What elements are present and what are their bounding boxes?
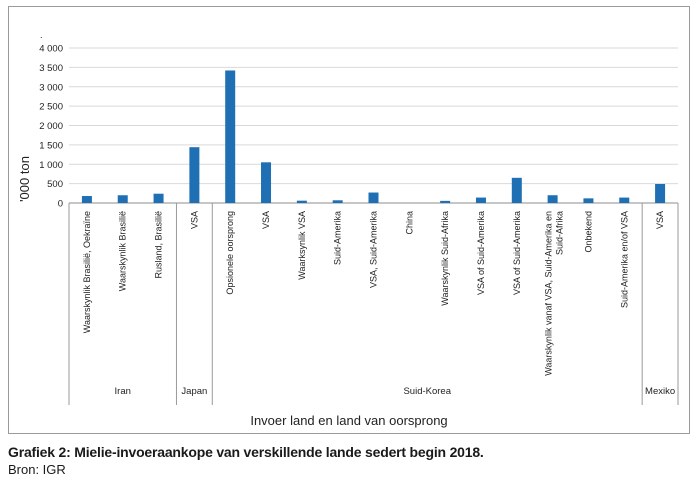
bar: [333, 200, 343, 203]
svg-text:Suid-Amerika: Suid-Amerika: [332, 211, 343, 266]
svg-text:Opsionele oorsprong: Opsionele oorsprong: [225, 211, 236, 295]
x-tick-label: [261, 211, 271, 229]
group-label: Japan: [181, 386, 208, 397]
x-tick-label: [82, 211, 92, 333]
bar: [189, 147, 199, 203]
bar: [82, 196, 92, 203]
bar: [369, 193, 379, 203]
svg-text:Waarskynlik Suid-Afrika: Waarskynlik Suid-Afrika: [440, 211, 451, 306]
x-axis-title: Invoer land en land van oorsprong: [250, 413, 448, 428]
stray-dot: .: [40, 30, 43, 40]
svg-text:Waarskynlik Brasilië, Oekraïne: Waarskynlik Brasilië, Oekraïne: [81, 211, 92, 334]
x-tick-label: [297, 211, 307, 280]
x-tick-label: [118, 211, 128, 291]
bar: [261, 162, 271, 203]
y-tick-label: 3 500: [39, 62, 63, 74]
grid-lines: [69, 48, 678, 203]
y-tick-label: 3 000: [39, 82, 63, 94]
svg-text:Waarskynlik vanaf VSA, Suid-Am: Waarskynlik vanaf VSA, Suid-Amerika en: [543, 211, 554, 376]
figure-source: Bron: IGR: [8, 462, 66, 477]
bar-chart: [9, 7, 691, 435]
bar: [118, 195, 128, 203]
group-label: Iran: [114, 386, 131, 397]
bar: [583, 198, 593, 203]
bar: [655, 184, 665, 203]
y-axis-title: '000 ton: [17, 156, 32, 202]
x-tick-label: [369, 211, 379, 288]
x-tick-label: [619, 211, 629, 308]
x-tick-label: [404, 211, 414, 235]
svg-text:Waarskynlik Brasilië: Waarskynlik Brasilië: [117, 211, 128, 292]
svg-text:VSA, Suid-Amerika: VSA, Suid-Amerika: [368, 211, 379, 289]
svg-text:Rusland, Brasilië: Rusland, Brasilië: [153, 211, 164, 279]
bar: [154, 194, 164, 203]
y-tick-label: 2 500: [39, 101, 63, 113]
svg-text:China: China: [404, 211, 415, 235]
svg-text:VSA: VSA: [655, 211, 666, 230]
y-tick-label: 1 000: [39, 159, 63, 171]
bar: [225, 70, 235, 203]
group-label: Suid-Korea: [403, 386, 452, 397]
bar: [440, 201, 450, 203]
group-label: Mexiko: [645, 386, 676, 397]
svg-text:Waarksynlik VSA: Waarksynlik VSA: [296, 211, 307, 280]
figure-caption: Grafiek 2: Mielie-invoeraankope van verskillende lande sedert begin 2018.: [8, 444, 484, 460]
x-tick-label: [333, 211, 343, 265]
y-tick-label: 0: [57, 198, 63, 210]
svg-text:VSA of Suid-Amerika: VSA of Suid-Amerika: [475, 211, 486, 296]
x-tick-label: [189, 211, 199, 229]
x-tick-label: [583, 211, 593, 253]
svg-text:Suid-Amerika en/of VSA: Suid-Amerika en/of VSA: [619, 211, 630, 309]
y-axis-ticks: [39, 44, 63, 210]
bar: [619, 198, 629, 203]
svg-text:Suid-Afrika: Suid-Afrika: [554, 211, 565, 256]
chart-frame: [8, 6, 690, 434]
x-tick-label: [512, 211, 522, 295]
x-tick-label: [476, 211, 486, 295]
x-tick-label: [544, 211, 565, 376]
x-tick-label: [655, 211, 665, 229]
svg-text:VSA: VSA: [261, 211, 272, 230]
bar: [548, 195, 558, 203]
bar: [512, 178, 522, 203]
bar: [297, 201, 307, 203]
x-tick-label: [225, 211, 235, 295]
svg-text:VSA: VSA: [189, 211, 200, 230]
bar: [476, 198, 486, 203]
x-tick-label: [154, 211, 164, 279]
svg-text:Onbekend: Onbekend: [583, 211, 594, 253]
x-tick-label: [440, 211, 450, 306]
y-tick-label: 1 500: [39, 140, 63, 152]
y-tick-label: 500: [47, 179, 63, 191]
svg-text:VSA of Suid-Amerika: VSA of Suid-Amerika: [511, 211, 522, 296]
y-tick-label: 4 000: [39, 43, 63, 55]
bars: [82, 70, 665, 203]
x-tick-labels: [82, 211, 665, 376]
y-tick-label: 2 000: [39, 121, 63, 132]
